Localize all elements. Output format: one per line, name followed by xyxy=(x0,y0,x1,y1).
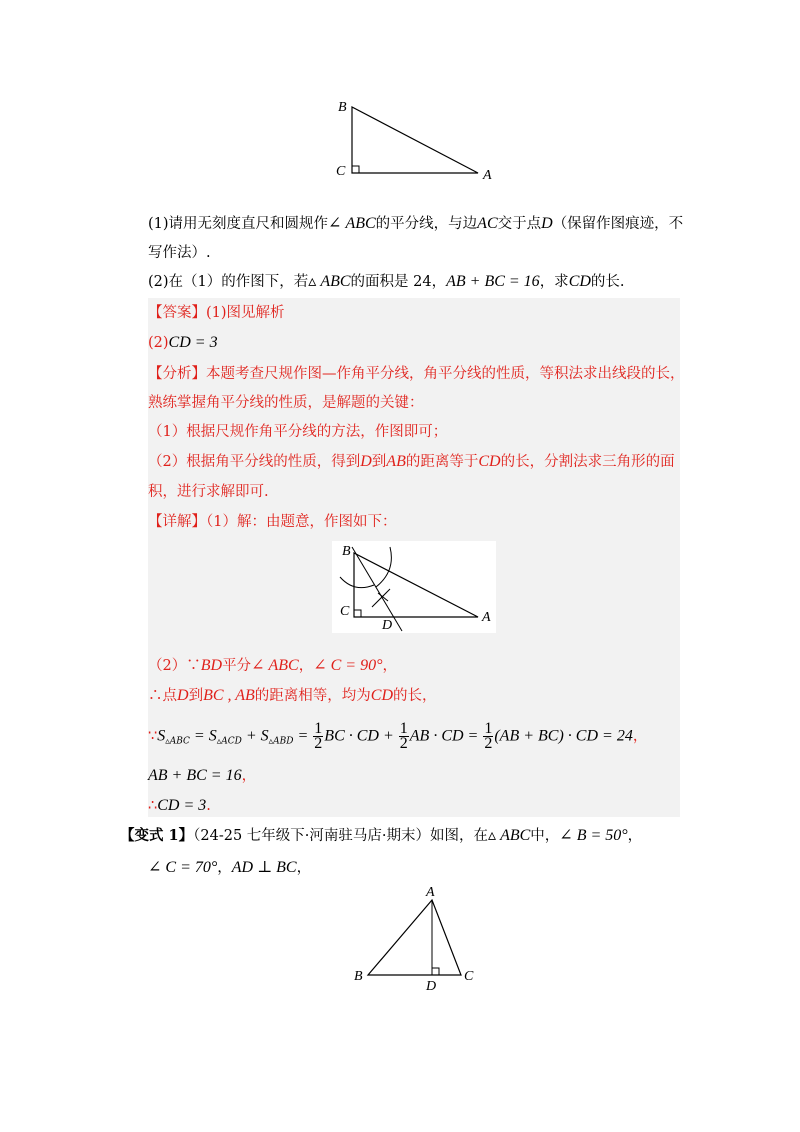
text: ， xyxy=(298,658,314,674)
fraction-numerator: 1 xyxy=(399,720,408,737)
fraction-denominator: 2 xyxy=(314,735,323,752)
variant-1-line-2 xyxy=(148,858,311,878)
analysis-line-3 xyxy=(148,422,447,442)
text: . xyxy=(206,798,211,814)
angle-c-equation: ∠ C = 90° xyxy=(313,657,383,674)
text: 熟练掌握角平分线的性质，是解题的关键： xyxy=(148,395,424,411)
point-d: D xyxy=(360,453,372,470)
text: (AB + BC) · CD = 24 xyxy=(494,727,633,745)
text: 中， xyxy=(530,828,560,844)
analysis-line-1 xyxy=(148,364,685,384)
text: 的距离等于 xyxy=(405,454,479,470)
segment-bd: BD xyxy=(200,657,223,674)
answer-part-1: (1)图见解析 xyxy=(206,305,285,321)
angle-abc: ∠ ABC xyxy=(251,657,299,674)
text: ， xyxy=(241,768,257,784)
answer-part-2-equation: CD = 3 xyxy=(168,334,218,351)
fraction-half xyxy=(399,722,409,751)
variant-tag: 【变式 1】 xyxy=(120,827,194,844)
variant-source: （24-25 七年级下·河南驻马店·期末）如图，在 xyxy=(193,828,489,844)
figure2-label-b: B xyxy=(342,544,351,559)
figure3-label-d: D xyxy=(426,979,437,992)
text: 交于点 xyxy=(497,216,542,232)
figure3-label-c: C xyxy=(464,969,474,984)
text: AB · CD = xyxy=(409,727,483,745)
fraction-half xyxy=(313,722,323,751)
subscript-abc: ▵ABC xyxy=(165,736,190,747)
angle-c-equation: ∠ C = 70° xyxy=(148,859,218,876)
text: ， xyxy=(627,828,643,844)
fraction-denominator: 2 xyxy=(484,735,493,752)
text: 的距离相等，均为 xyxy=(254,688,371,704)
answer-line-2 xyxy=(148,333,218,353)
question-1-line-1 xyxy=(148,214,683,234)
figure2-label-a: A xyxy=(482,610,491,625)
detail-step-1 xyxy=(148,656,397,676)
text: ， xyxy=(382,658,397,674)
fraction-half xyxy=(483,722,493,751)
text: + S xyxy=(241,727,269,745)
equation: AB + BC = 16 xyxy=(446,273,540,290)
angle-abc: ∠ ABC xyxy=(328,215,376,232)
detail-step-3 xyxy=(148,722,647,756)
analysis-line-5 xyxy=(148,482,269,502)
text: 本题考查尺规作图—作角平分线，角平分线的性质，等积法求出线段的长， xyxy=(206,366,685,382)
figure-triangle-altitude xyxy=(350,882,480,992)
text: （保留作图痕迹，不 xyxy=(552,216,684,232)
therefore-symbol: ∴ xyxy=(148,798,158,814)
segments-bc-ab: BC , AB xyxy=(203,687,255,704)
text: 到 xyxy=(371,454,387,470)
question-2-number: (2) xyxy=(148,274,169,290)
answer-line-1 xyxy=(148,303,285,323)
figure1-label-a: A xyxy=(483,168,492,183)
segment-cd: CD xyxy=(568,273,591,290)
text: ， xyxy=(296,860,312,876)
text: 的面积是 24， xyxy=(350,274,447,290)
text: （1）解：由题意，作图如下： xyxy=(206,514,397,530)
figure3-label-a: A xyxy=(426,885,435,900)
text: （1）根据尺规作角平分线的方法，作图即可； xyxy=(148,424,448,440)
fraction-numerator: 1 xyxy=(484,720,493,737)
angle-b-equation: ∠ B = 50° xyxy=(559,827,628,844)
segment-ac: AC xyxy=(477,215,498,232)
point-d: D xyxy=(177,687,189,704)
text: = S xyxy=(189,727,217,745)
analysis-line-2 xyxy=(148,393,424,413)
triangle-abc: ▵ ABC xyxy=(308,273,351,290)
analysis-tag: 【分析】 xyxy=(148,366,206,382)
segment-cd: CD xyxy=(478,453,501,470)
figure2-label-c: C xyxy=(340,604,350,619)
question-1-number: (1) xyxy=(148,216,169,232)
text: 平分 xyxy=(222,658,252,674)
fraction-numerator: 1 xyxy=(314,720,323,737)
point-d: D xyxy=(541,215,553,232)
figure-triangle-abc xyxy=(330,95,500,185)
figure3-label-b: B xyxy=(354,969,363,984)
analysis-line-4 xyxy=(148,452,675,472)
area-symbol: S xyxy=(157,727,166,745)
because-symbol: ∵ xyxy=(148,728,158,745)
fraction-denominator: 2 xyxy=(399,735,408,752)
text: 积，进行求解即可. xyxy=(148,484,269,500)
detail-step-5 xyxy=(148,796,211,816)
text: ， xyxy=(217,860,232,876)
text: = xyxy=(293,727,313,745)
detail-step-2 xyxy=(148,686,437,706)
text: ，求 xyxy=(539,274,569,290)
text: 的长， xyxy=(393,688,437,704)
question-2 xyxy=(148,272,625,292)
figure1-label-c: C xyxy=(336,164,346,179)
text: 的长，分割法求三角形的面 xyxy=(500,454,675,470)
text: （2）∵ xyxy=(148,658,201,674)
figure1-label-b: B xyxy=(338,100,347,115)
subscript-abd: ▵ABD xyxy=(268,736,294,747)
segment-cd: CD xyxy=(370,687,393,704)
text: 的长. xyxy=(590,274,625,290)
text: BC · CD + xyxy=(324,727,398,745)
equation: AB + BC = 16 xyxy=(148,767,242,784)
detail-tag: 【详解】 xyxy=(148,514,206,530)
text: （2）根据角平分线的性质，得到 xyxy=(148,454,361,470)
variant-1-line-1 xyxy=(120,826,642,846)
text: 的平分线，与边 xyxy=(375,216,478,232)
segment-ab: AB xyxy=(386,453,406,470)
question-1-line-2 xyxy=(148,243,211,263)
equation: CD = 3 xyxy=(157,797,207,814)
text: 请用无刻度直尺和圆规作 xyxy=(168,216,329,232)
text: 到 xyxy=(188,688,204,704)
answer-tag: 【答案】 xyxy=(148,305,206,321)
detail-step-4 xyxy=(148,766,256,786)
triangle-abc: ▵ ABC xyxy=(488,827,531,844)
perpendicular-statement: AD ⊥ BC xyxy=(231,859,297,876)
figure2-label-d: D xyxy=(382,618,393,633)
text: ， xyxy=(632,728,648,745)
answer-part-2-number: (2) xyxy=(148,335,169,351)
text: ∴点 xyxy=(148,688,177,704)
detail-line-1 xyxy=(148,512,396,532)
text: 在（1）的作图下，若 xyxy=(168,274,309,290)
text: 写作法）. xyxy=(148,245,211,261)
figure-angle-bisector-construction xyxy=(332,541,496,633)
subscript-acd: ▵ACD xyxy=(216,736,242,747)
